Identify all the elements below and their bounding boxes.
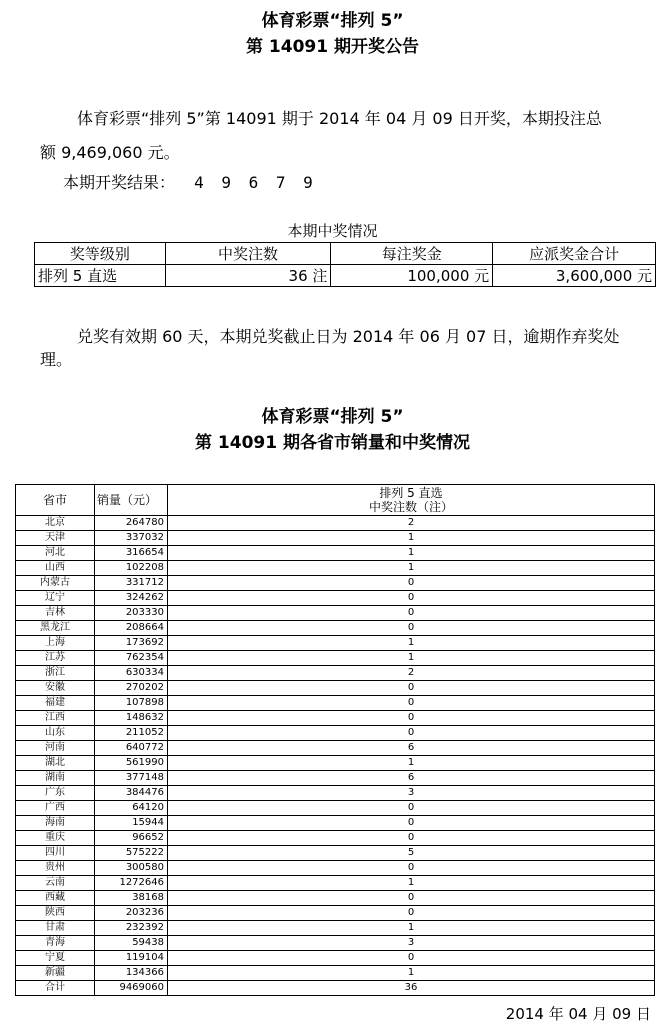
province-cell: 河南: [16, 741, 95, 756]
prize-level: 排列 5 直选: [35, 265, 166, 287]
sales-cell: 134366: [95, 966, 168, 981]
province-cell: 山西: [16, 561, 95, 576]
wins-cell: 3: [168, 786, 655, 801]
prize-amount: 100,000 元: [331, 265, 493, 287]
sales-cell: 59438: [95, 936, 168, 951]
sales-cell: 64120: [95, 801, 168, 816]
prize-total: 3,600,000 元: [493, 265, 656, 287]
wins-cell: 0: [168, 801, 655, 816]
province-cell: 吉林: [16, 606, 95, 621]
sales-cell: 324262: [95, 591, 168, 606]
province-cell: 青海: [16, 936, 95, 951]
wins-cell: 1: [168, 561, 655, 576]
province-cell: 江西: [16, 711, 95, 726]
table-row: [16, 951, 655, 966]
sales-cell: 561990: [95, 756, 168, 771]
footer-date: 2014 年 04 月 09 日: [505, 1005, 651, 1023]
sales-cell: 102208: [95, 561, 168, 576]
prize-table-header: [35, 243, 656, 265]
prize-table: [34, 242, 656, 287]
sales-cell: 630334: [95, 666, 168, 681]
page-subtitle: 第 14091 期开奖公告: [246, 37, 419, 57]
wins-cell: 36: [168, 981, 655, 996]
section2-subtitle: 第 14091 期各省市销量和中奖情况: [195, 433, 470, 453]
province-cell: 甘肃: [16, 921, 95, 936]
prize-table-caption: 本期中奖情况: [287, 222, 378, 240]
wins-cell: 1: [168, 531, 655, 546]
wins-cell: 0: [168, 576, 655, 591]
prize-table-row: [35, 265, 656, 287]
province-cell: 辽宁: [16, 591, 95, 606]
sales-cell: 377148: [95, 771, 168, 786]
table-row: [16, 741, 655, 756]
wins-cell: 6: [168, 741, 655, 756]
province-cell: 上海: [16, 636, 95, 651]
province-cell: 天津: [16, 531, 95, 546]
province-cell: 西藏: [16, 891, 95, 906]
wins-cell: 0: [168, 696, 655, 711]
table-row: [16, 861, 655, 876]
province-table-header: [16, 485, 655, 516]
table-row: [16, 831, 655, 846]
prize-count: 36 注: [165, 265, 331, 287]
table-row: [16, 891, 655, 906]
table-row: [16, 546, 655, 561]
wins-cell: 1: [168, 651, 655, 666]
wins-cell: 0: [168, 726, 655, 741]
sales-cell: 575222: [95, 846, 168, 861]
header-count: 中奖注数: [165, 243, 331, 265]
table-row: [16, 636, 655, 651]
sales-cell: 148632: [95, 711, 168, 726]
wins-cell: 1: [168, 876, 655, 891]
sales-cell: 331712: [95, 576, 168, 591]
province-cell: 福建: [16, 696, 95, 711]
table-row: [16, 681, 655, 696]
wins-cell: 0: [168, 951, 655, 966]
sales-cell: 270202: [95, 681, 168, 696]
wins-cell: 1: [168, 966, 655, 981]
sales-cell: 384476: [95, 786, 168, 801]
sales-cell: 211052: [95, 726, 168, 741]
sales-cell: 337032: [95, 531, 168, 546]
sales-cell: 203236: [95, 906, 168, 921]
wins-cell: 2: [168, 666, 655, 681]
table-row: [16, 906, 655, 921]
province-cell: 宁夏: [16, 951, 95, 966]
wins-cell: 1: [168, 636, 655, 651]
province-cell: 浙江: [16, 666, 95, 681]
wins-cell: 0: [168, 891, 655, 906]
province-cell: 湖南: [16, 771, 95, 786]
table-row: [16, 756, 655, 771]
wins-cell: 1: [168, 756, 655, 771]
wins-cell: 1: [168, 546, 655, 561]
wins-cell: 0: [168, 831, 655, 846]
result-row: [63, 173, 317, 193]
sales-cell: 15944: [95, 816, 168, 831]
wins-cell: 0: [168, 606, 655, 621]
header-prize: 每注奖金: [331, 243, 493, 265]
province-cell: 贵州: [16, 861, 95, 876]
sales-cell: 208664: [95, 621, 168, 636]
province-cell: 云南: [16, 876, 95, 891]
sales-cell: 119104: [95, 951, 168, 966]
province-cell: 重庆: [16, 831, 95, 846]
total-row: [16, 981, 655, 996]
sales-cell: 38168: [95, 891, 168, 906]
table-row: [16, 786, 655, 801]
sales-cell: 203330: [95, 606, 168, 621]
province-cell: 北京: [16, 516, 95, 531]
announcement-line1: 体育彩票“排列 5”第 14091 期于 2014 年 04 月 09 日开奖，本期投注总: [77, 109, 602, 128]
sales-cell: 300580: [95, 861, 168, 876]
province-cell: 山东: [16, 726, 95, 741]
wins-cell: 1: [168, 921, 655, 936]
table-row: [16, 576, 655, 591]
province-cell: 内蒙古: [16, 576, 95, 591]
province-cell: 广西: [16, 801, 95, 816]
page-title: 体育彩票“排列 5”: [261, 11, 404, 31]
province-cell: 合计: [16, 981, 95, 996]
sales-cell: 173692: [95, 636, 168, 651]
table-row: [16, 516, 655, 531]
table-row: [16, 846, 655, 861]
sales-cell: 762354: [95, 651, 168, 666]
validity-line1: 兑奖有效期 60 天，本期兑奖截止日为 2014 年 06 月 07 日，逾期作弃奖处: [77, 327, 620, 346]
province-cell: 新疆: [16, 966, 95, 981]
table-row: [16, 666, 655, 681]
wins-cell: 5: [168, 846, 655, 861]
header-sales: 销量（元）: [95, 485, 168, 516]
validity-line2: 理。: [40, 350, 73, 369]
table-row: [16, 651, 655, 666]
wins-cell: 0: [168, 681, 655, 696]
header-province: 省市: [16, 485, 95, 516]
result-label: 本期开奖结果：: [63, 173, 176, 192]
province-cell: 广东: [16, 786, 95, 801]
wins-cell: 0: [168, 591, 655, 606]
table-row: [16, 771, 655, 786]
wins-cell: 2: [168, 516, 655, 531]
table-row: [16, 936, 655, 951]
sales-cell: 640772: [95, 741, 168, 756]
province-cell: 海南: [16, 816, 95, 831]
province-table: [15, 484, 655, 996]
wins-cell: 0: [168, 906, 655, 921]
wins-cell: 6: [168, 771, 655, 786]
province-cell: 河北: [16, 546, 95, 561]
province-cell: 四川: [16, 846, 95, 861]
header-total: 应派奖金合计: [493, 243, 656, 265]
header-wins-line1: 排列 5 直选: [379, 486, 443, 500]
province-cell: 湖北: [16, 756, 95, 771]
wins-cell: 0: [168, 711, 655, 726]
announcement-line2: 额 9,469,060 元。: [40, 143, 180, 162]
sales-cell: 107898: [95, 696, 168, 711]
table-row: [16, 531, 655, 546]
table-row: [16, 591, 655, 606]
sales-cell: 1272646: [95, 876, 168, 891]
sales-cell: 232392: [95, 921, 168, 936]
sales-cell: 96652: [95, 831, 168, 846]
table-row: [16, 621, 655, 636]
table-row: [16, 921, 655, 936]
table-row: [16, 966, 655, 981]
table-row: [16, 726, 655, 741]
province-cell: 安徽: [16, 681, 95, 696]
table-row: [16, 606, 655, 621]
table-row: [16, 711, 655, 726]
table-row: [16, 801, 655, 816]
sales-cell: 9469060: [95, 981, 168, 996]
wins-cell: 0: [168, 861, 655, 876]
header-wins: [168, 485, 655, 516]
header-level: 奖等级别: [35, 243, 166, 265]
sales-cell: 264780: [95, 516, 168, 531]
header-wins-line2: 中奖注数（注）: [368, 500, 453, 514]
table-row: [16, 876, 655, 891]
wins-cell: 3: [168, 936, 655, 951]
wins-cell: 0: [168, 621, 655, 636]
table-row: [16, 696, 655, 711]
wins-cell: 0: [168, 816, 655, 831]
table-row: [16, 816, 655, 831]
table-row: [16, 561, 655, 576]
province-cell: 江苏: [16, 651, 95, 666]
sales-cell: 316654: [95, 546, 168, 561]
province-cell: 黑龙江: [16, 621, 95, 636]
result-numbers: 4 9 6 7 9: [194, 173, 317, 192]
section2-title: 体育彩票“排列 5”: [261, 407, 404, 427]
province-cell: 陕西: [16, 906, 95, 921]
